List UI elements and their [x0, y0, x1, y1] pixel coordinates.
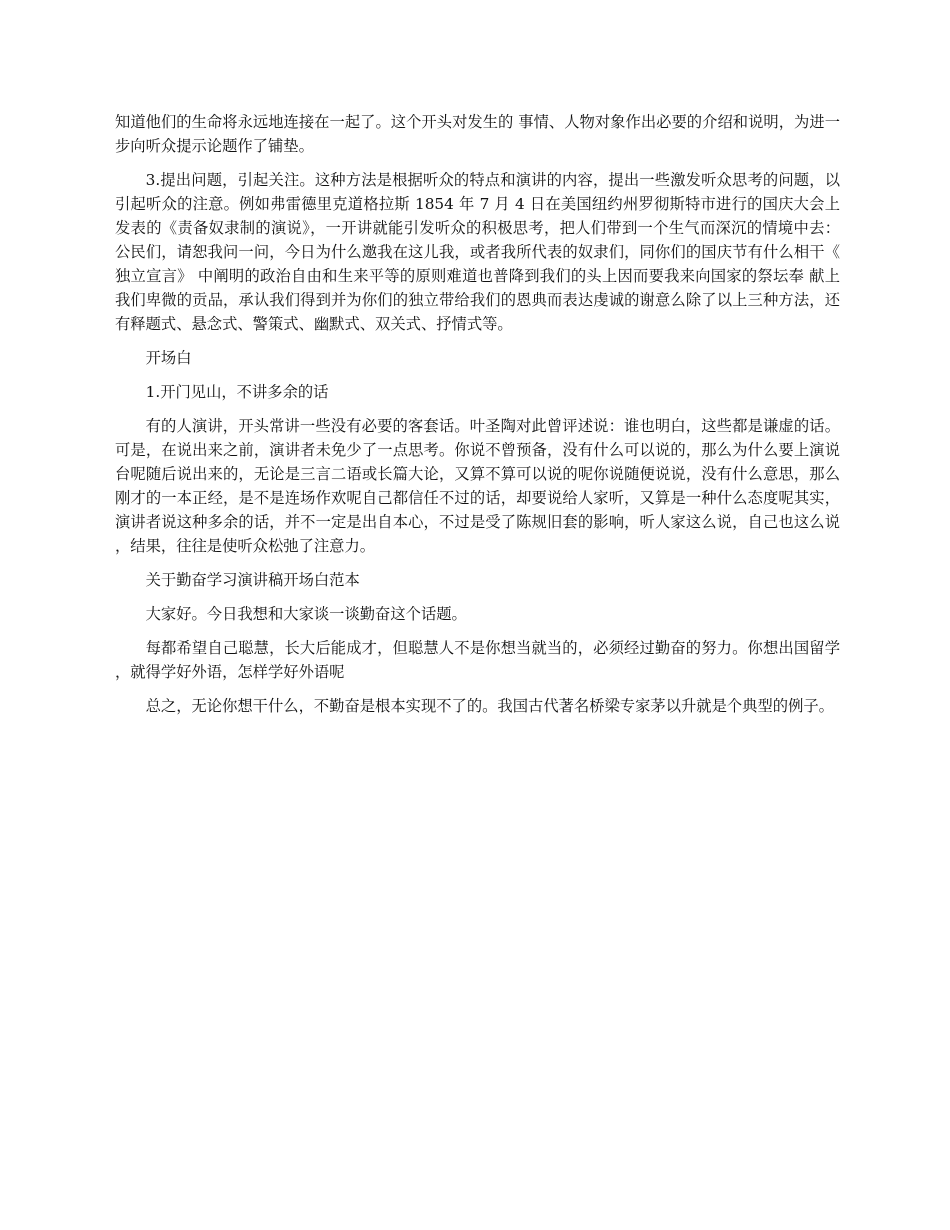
paragraph-polite-phrases: 有的人演讲，开头常讲一些没有必要的客套话。叶圣陶对此曾评述说：谁也明白，这些都是谦虚的话。可是，在说出来之前，演讲者未免少了一点思考。你说不曾预备，没有什么可以说的，那么为什么要上演说台呢随后说出来的，无论是三言二语或长篇大论，又算不算可以说的呢你说随便说说，没有什么意思，那么刚才的一本正经，是不是连场作欢呢自己都信任不过的话，却要说给人家听，又算是一种什么态度呢其实，演讲者说这种多余的话，并不一定是出自本心，不过是受了陈规旧套的影响，听人家这么说，自己也这么说，结果，往往是使听众松弛了注意力。 — [115, 417, 840, 555]
heading-get-to-the-point: 1.开门见山，不讲多余的话 — [145, 383, 329, 401]
heading-diligence-speech-sample: 关于勤奋学习演讲稿开场白范本 — [145, 571, 360, 589]
paragraph-continuation: 知道他们的生命将永远地连接在一起了。这个开头对发生的 事情、人物对象作出必要的介绍和说明，为进一步向听众提示论题作了铺垫。 — [115, 113, 840, 155]
paragraph-wish-to-be-smart: 每都希望自己聪慧，长大后能成才，但聪慧人不是你想当就当的，必须经过勤奋的努力。你想出国留学，就得学好外语，怎样学好外语呢 — [115, 639, 840, 681]
paragraph-raise-questions: 3.提出问题，引起关注。这种方法是根据听众的特点和演讲的内容，提出一些激发听众思考的问题，以引起听众的注意。例如弗雷德里克道格拉斯 1854 年 7 月 4 日在美国纽约州罗彻斯特市进行的国庆大会上发表的《责备奴隶制的演说》，一开讲就能引发听众的积极思考，把人们带到一个生气而深沉的情境中去：公民们，请恕我问一问，今日为什么邀我在这儿我，或者我所代表的奴隶们，同你们的国庆节有什么相干《独立宣言》 中阐明的政治自由和生来平等的原则难道也普降到我们的头上因而要我来向国家的祭坛奉 献上我们卑微的贡品，承认我们得到并为你们的独立带给我们的恩典而表达虔诚的谢意么除了以上三种方法，还有释题式、悬念式、警策式、幽默式、双关式、抒情式等。 — [115, 171, 840, 333]
paragraph-conclusion: 总之，无论你想干什么，不勤奋是根本实现不了的。我国古代著名桥梁专家茅以升就是个典型的例子。 — [145, 697, 834, 715]
paragraph-greeting: 大家好。今日我想和大家谈一谈勤奋这个话题。 — [145, 605, 467, 623]
heading-opening-remarks: 开场白 — [145, 349, 192, 367]
document-body — [115, 110, 840, 728]
